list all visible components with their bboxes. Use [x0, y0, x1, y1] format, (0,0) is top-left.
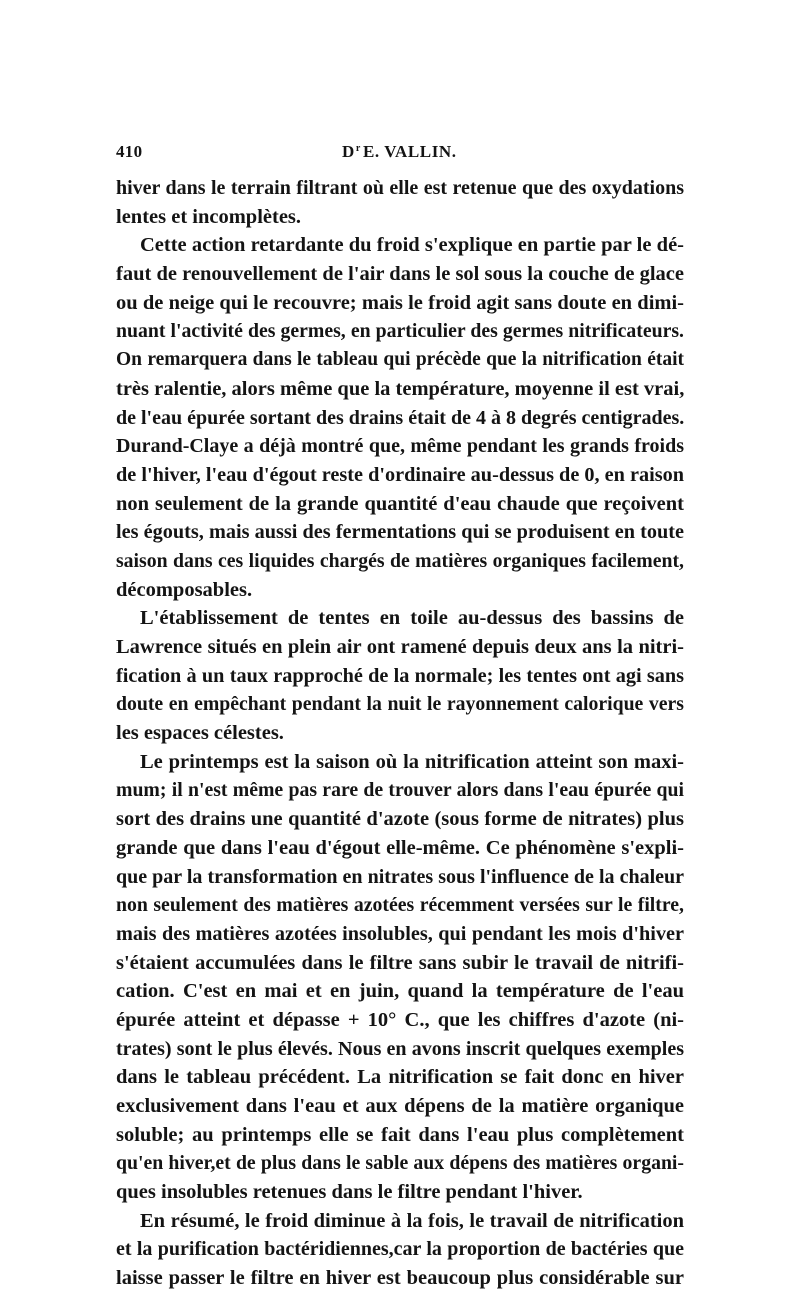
text-line: L'établissement de tentes en toile au-dessus des bassins de: [140, 607, 684, 630]
text-line: décomposables.: [116, 578, 253, 601]
text-line: nuant l'activité des germes, en particulier des germes nitrificateurs.: [116, 320, 684, 343]
text-line: de l'hiver, l'eau d'égout reste d'ordinaire au-dessus de 0, en raison: [116, 463, 684, 486]
text-line: saison dans ces liquides chargés de matières organiques facilement,: [116, 549, 684, 572]
text-line: faut de renouvellement de l'air dans le sol sous la couche de glace: [116, 263, 684, 286]
page-number: 410: [116, 142, 143, 161]
text-line: grande que dans l'eau d'égout elle-même. Ce phénomène s'expli-: [116, 836, 684, 859]
author-prefix: D: [342, 142, 355, 161]
text-line: très ralentie, alors même que la température, moyenne il est vrai,: [116, 377, 684, 400]
text-line: cation. C'est en mai et en juin, quand la température de l'eau: [116, 980, 684, 1003]
page-header: [116, 142, 684, 168]
text-line: qu'en hiver,et de plus dans le sable aux dépens des matières organi-: [116, 1152, 684, 1175]
text-line: Durand-Claye a déjà montré que, même pendant les grands froids: [116, 435, 684, 458]
author-prefix-superscript: r: [355, 143, 361, 154]
text-line: ques insolubles retenues dans le filtre pendant l'hiver.: [116, 1181, 583, 1204]
text-line: non seulement de la grande quantité d'eau chaude que reçoivent: [116, 492, 684, 515]
text-line: Lawrence situés en plein air ont ramené depuis deux ans la nitri-: [116, 636, 684, 658]
text-line: de l'eau épurée sortant des drains était de 4 à 8 degrés centigrades.: [116, 406, 684, 429]
text-line: exclusivement dans l'eau et aux dépens de la matière organique: [116, 1095, 684, 1117]
text-line: les espaces célestes.: [116, 722, 284, 745]
text-line: et la purification bactéridiennes,car la proportion de bactéries que: [116, 1238, 684, 1261]
text-line: que par la transformation en nitrates sous l'influence de la chaleur: [116, 865, 684, 888]
text-line: mum; il n'est même pas rare de trouver alors dans l'eau épurée qui: [116, 779, 684, 802]
text-line: soluble; au printemps elle se fait dans l'eau plus complètement: [116, 1123, 684, 1146]
author-name: E. VALLIN.: [362, 142, 457, 161]
text-line: épurée atteint et dépasse + 10° C., que les chiffres d'azote (ni-: [116, 1008, 684, 1031]
body-text: [116, 174, 684, 1293]
text-line: ou de neige qui le recouvre; mais le froid agit sans doute en dimi-: [116, 291, 684, 314]
text-line: laisse passer le filtre en hiver est beaucoup plus considérable sur: [116, 1267, 684, 1290]
text-line: trates) sont le plus élevés. Nous en avons inscrit quelques exemples: [116, 1037, 684, 1060]
text-line: dans le tableau précédent. La nitrification se fait donc en hiver: [116, 1066, 684, 1089]
text-line: mais des matières azotées insolubles, qui pendant les mois d'hiver: [116, 922, 684, 945]
text-line: sort des drains une quantité d'azote (sous forme de nitrates) plus: [116, 808, 684, 831]
text-line: fication à un taux rapproché de la normale; les tentes ont agi sans: [116, 664, 684, 687]
text-line: On remarquera dans le tableau qui précède que la nitrification était: [116, 349, 684, 371]
text-line: hiver dans le terrain filtrant où elle est retenue que des oxydations: [116, 177, 684, 199]
text-line: En résumé, le froid diminue à la fois, le travail de nitrification: [140, 1209, 684, 1232]
text-line: Cette action retardante du froid s'explique en partie par le dé-: [140, 234, 684, 257]
text-line: lentes et incomplètes.: [116, 205, 302, 228]
text-line: les égouts, mais aussi des fermentations qui se produisent en toute: [116, 521, 684, 544]
text-line: s'étaient accumulées dans le filtre sans subir le travail de nitrifi-: [116, 951, 684, 974]
running-title: [342, 142, 457, 162]
text-line: Le printemps est la saison où la nitrification atteint son maxi-: [140, 750, 684, 773]
text-line: non seulement des matières azotées récemment versées sur le filtre,: [116, 894, 684, 917]
text-line: doute en empêchant pendant la nuit le rayonnement calorique vers: [116, 693, 684, 716]
